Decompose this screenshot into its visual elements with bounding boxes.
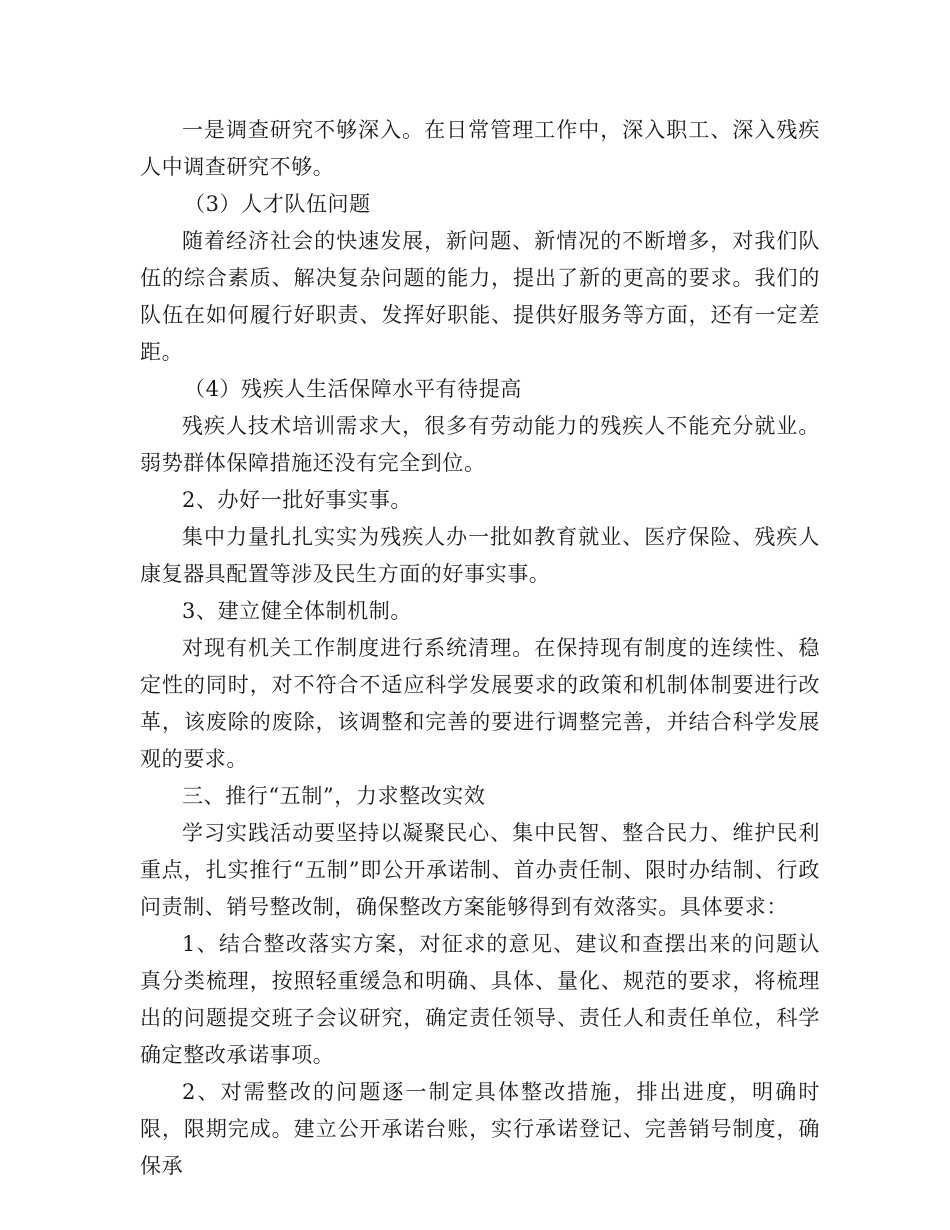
subheading: （3）人才队伍问题 [184,192,371,216]
paragraph: 2、对需整改的问题逐一制定具体整改措施，排出进度，明确时限，限期完成。建立公开承诺台账，实行承诺登记、完善销号制度，确保承 [140,1080,820,1178]
paragraph: 2、办好一批好事实事。 [182,488,412,512]
paragraph: 一是调查研究不够深入。在日常管理工作中，深入职工、深入残疾人中调查研究不够。 [140,118,820,179]
section-heading: 三、推行“五制”，力求整改实效 [182,784,486,808]
paragraph: 3、建立健全体制机制。 [182,599,412,623]
paragraph: 集中力量扎扎实实为残疾人办一批如教育就业、医疗保险、残疾人康复器具配置等涉及民生方面的好事实事。 [140,525,820,586]
paragraph: 残疾人技术培训需求大，很多有劳动能力的残疾人不能充分就业。弱势群体保障措施还没有完全到位。 [140,414,820,475]
paragraph: 1、结合整改落实方案，对征求的意见、建议和查摆出来的问题认真分类梳理，按照轻重缓急和明确、具体、量化、规范的要求，将梳理出的问题提交班子会议研究，确定责任领导、责任人和责任单位，科学确定整改承诺事项。 [140,932,820,1067]
subheading: （4）残疾人生活保障水平有待提高 [184,377,522,401]
document-body [140,112,820,1185]
paragraph: 随着经济社会的快速发展，新问题、新情况的不断增多，对我们队伍的综合素质、解决复杂问题的能力，提出了新的更高的要求。我们的队伍在如何履行好职责、发挥好职能、提供好服务等方面，还有一定差距。 [140,229,820,364]
paragraph: 学习实践活动要坚持以凝聚民心、集中民智、整合民力、维护民利重点，扎实推行“五制”即公开承诺制、首办责任制、限时办结制、行政问责制、销号整改制，确保整改方案能够得到有效落实。具体要求： [140,821,820,919]
paragraph: 对现有机关工作制度进行系统清理。在保持现有制度的连续性、稳定性的同时，对不符合不适应科学发展要求的政策和机制体制要进行改革，该废除的废除，该调整和完善的要进行调整完善，并结合科学发展观的要求。 [140,636,820,771]
